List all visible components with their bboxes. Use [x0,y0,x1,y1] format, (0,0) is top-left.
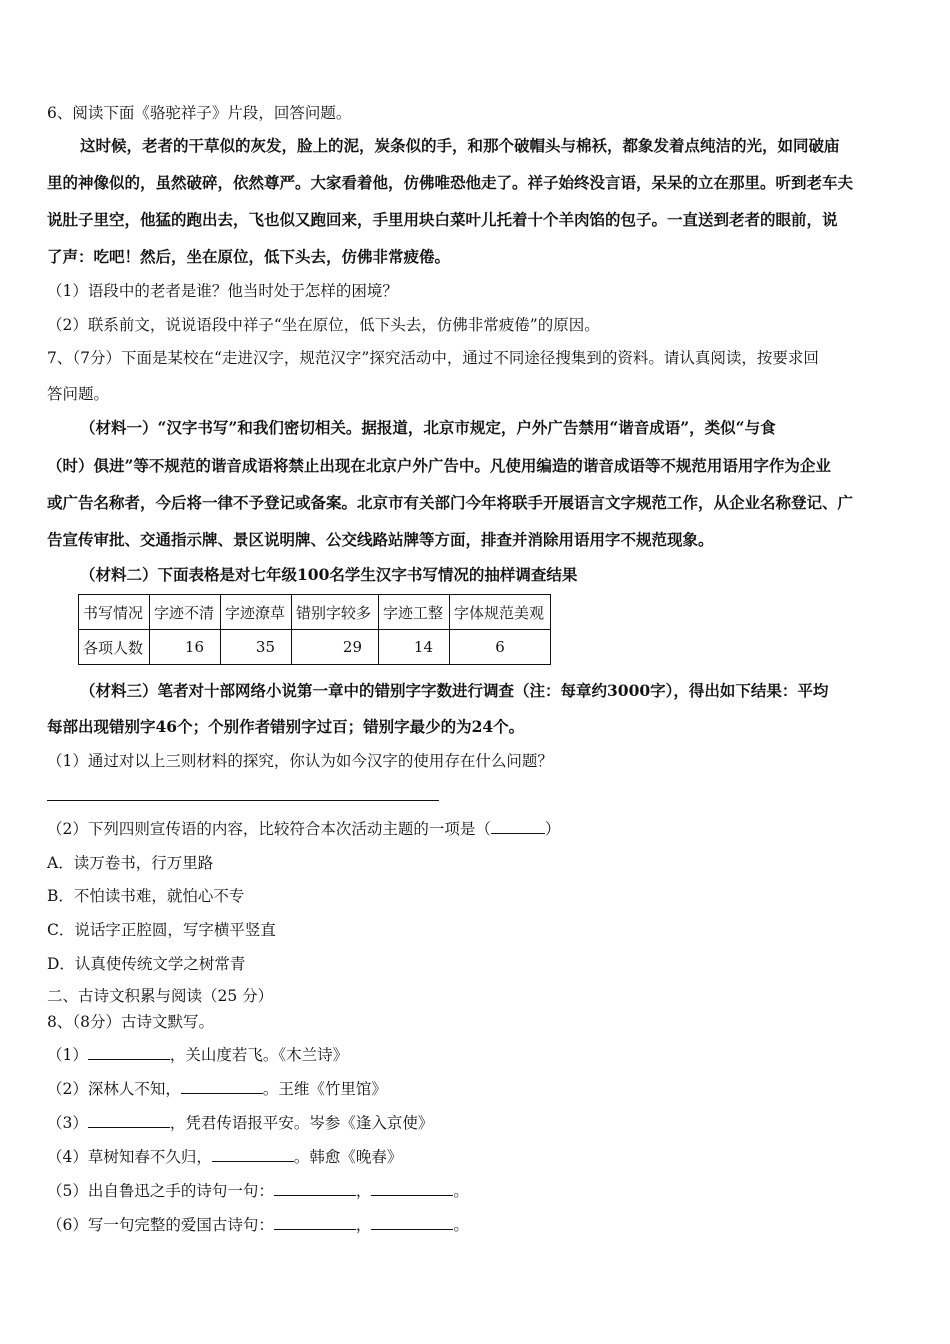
table-row [79,630,551,665]
material2-caption: （材料二）下面表格是对七年级100名学生汉字书写情况的抽样调查结果 [80,565,578,584]
q8-item-text: （4）草树知春不久归， [47,1148,212,1166]
q8-item [47,1079,387,1099]
q6-title: 6、阅读下面《骆驼祥子》片段，回答问题。 [47,104,352,122]
q8-item [47,1215,469,1235]
q6-passage-line: 说肚子里空，他猛的跑出去，飞也似又跑回来，手里用块白菜叶儿托着十个羊肉馅的包子。一直送到老者的眼前，说 [47,210,838,229]
answer-blank[interactable] [212,1147,294,1162]
q8-item-text: 。韩愈《晚春》 [293,1148,403,1166]
q8-item [47,1045,348,1065]
option-d: D．认真使传统文学之树常青 [47,955,246,973]
answer-blank[interactable] [274,1215,356,1230]
q8-item [47,1113,433,1133]
survey-table [78,594,551,665]
q7-title: 7、（7分）下面是某校在“走进汉字，规范汉字”探究活动中，通过不同途径搜集到的资料。请认真阅读，按要求回 [47,349,819,367]
q8-item-text: （6）写一句完整的爱国古诗句： [47,1216,274,1234]
answer-blank[interactable] [371,1181,453,1196]
answer-blank[interactable] [274,1181,356,1196]
q8-item-text: ，凭君传语报平安。岑参《逢入京使》 [169,1114,434,1132]
table-cell: 6 [450,630,551,665]
answer-line [47,800,439,801]
q8-item [47,1181,469,1201]
table-row-label: 各项人数 [79,630,150,665]
q7-sub-question-1: （1）通过对以上三则材料的探究，你认为如今汉字的使用存在什么问题？ [47,752,553,770]
material1-line: 或广告名称者，今后将一律不予登记或备案。北京市有关部门今年将联手开展语言文字规范工作，从企业名称登记、广 [47,493,854,512]
table-cell: 14 [379,630,450,665]
table-header-row [79,595,551,630]
table-header-cell: 错别字较多 [292,595,379,630]
material1-line: （材料一）“汉字书写”和我们密切相关。据报道，北京市规定，户外广告禁用“谐音成语”，类似“与食 [80,418,776,437]
table-header-cell: 书写情况 [79,595,150,630]
material1-line: （时）俱进”等不规范的谐音成语将禁止出现在北京户外广告中。凡使用编造的谐音成语等不规范用语用字作为企业 [47,456,831,475]
material1-line: 告宣传审批、交通指示牌、景区说明牌、公交线路站牌等方面，排查并消除用语用字不规范现象。 [47,530,714,549]
table-header-cell: 字迹潦草 [221,595,292,630]
q8-item-text: （2）深林人不知， [47,1080,181,1098]
table-cell: 29 [292,630,379,665]
answer-blank[interactable] [371,1215,453,1230]
q8-item-text: ， [355,1216,372,1234]
q7-sub2-close: ） [544,820,561,838]
table-cell: 16 [150,630,221,665]
q8-item-text: ， [355,1182,372,1200]
option-b: B．不怕读书难，就怕心不专 [47,887,245,905]
q6-passage-line: 这时候，老者的干草似的灰发，脸上的泥，炭条似的手，和那个破帽头与棉袄，都象发着点纯洁的光，如同破庙 [80,136,840,155]
answer-blank[interactable] [88,1045,170,1060]
option-c: C．说话字正腔圆，写字横平竖直 [47,921,276,939]
answer-blank[interactable] [181,1079,263,1094]
option-a: A．读万卷书，行万里路 [47,854,214,872]
q8-item [47,1147,402,1167]
q6-sub-question-2: （2）联系前文，说说语段中祥子“坐在原位，低下头去，仿佛非常疲倦”的原因。 [47,316,600,334]
q6-passage-line: 了声：吃吧！然后，坐在原位，低下头去，仿佛非常疲倦。 [47,247,451,266]
q6-sub-question-1: （1）语段中的老者是谁？他当时处于怎样的困境？ [47,282,398,300]
q8-item-text: 。王维《竹里馆》 [262,1080,387,1098]
table-header-cell: 字迹不清 [150,595,221,630]
table-cell: 35 [221,630,292,665]
q8-item-text: （3） [47,1114,88,1132]
q8-item-text: （5）出自鲁迅之手的诗句一句： [47,1182,274,1200]
material3-line: （材料三）笔者对十部网络小说第一章中的错别字字数进行调查（注：每章约3000字），得出如下结果：平均 [80,681,829,700]
q7-sub2-text: （2）下列四则宣传语的内容，比较符合本次活动主题的一项是（ [47,820,491,838]
q8-item-text: 。 [453,1216,469,1234]
q6-passage-line: 里的神像似的，虽然破碎，依然尊严。大家看着他，仿佛唯恐他走了。祥子始终没言语，呆呆的立在那里。听到老车夫 [47,173,854,192]
q8-item-text: ，关山度若飞。《木兰诗》 [169,1046,349,1064]
section-heading: 二、古诗文积累与阅读（25 分） [47,987,274,1005]
q8-title: 8、（8分）古诗文默写。 [47,1013,214,1031]
q7-sub-question-2 [47,819,560,839]
q7-title-continued: 答问题。 [47,385,110,403]
material3-line: 每部出现错别字46个；个别作者错别字过百；错别字最少的为24个。 [47,717,525,736]
q8-item-text: 。 [453,1182,469,1200]
answer-blank[interactable] [491,819,545,834]
q8-item-text: （1） [47,1046,88,1064]
answer-blank[interactable] [88,1113,170,1128]
table-header-cell: 字迹工整 [379,595,450,630]
table-header-cell: 字体规范美观 [450,595,551,630]
